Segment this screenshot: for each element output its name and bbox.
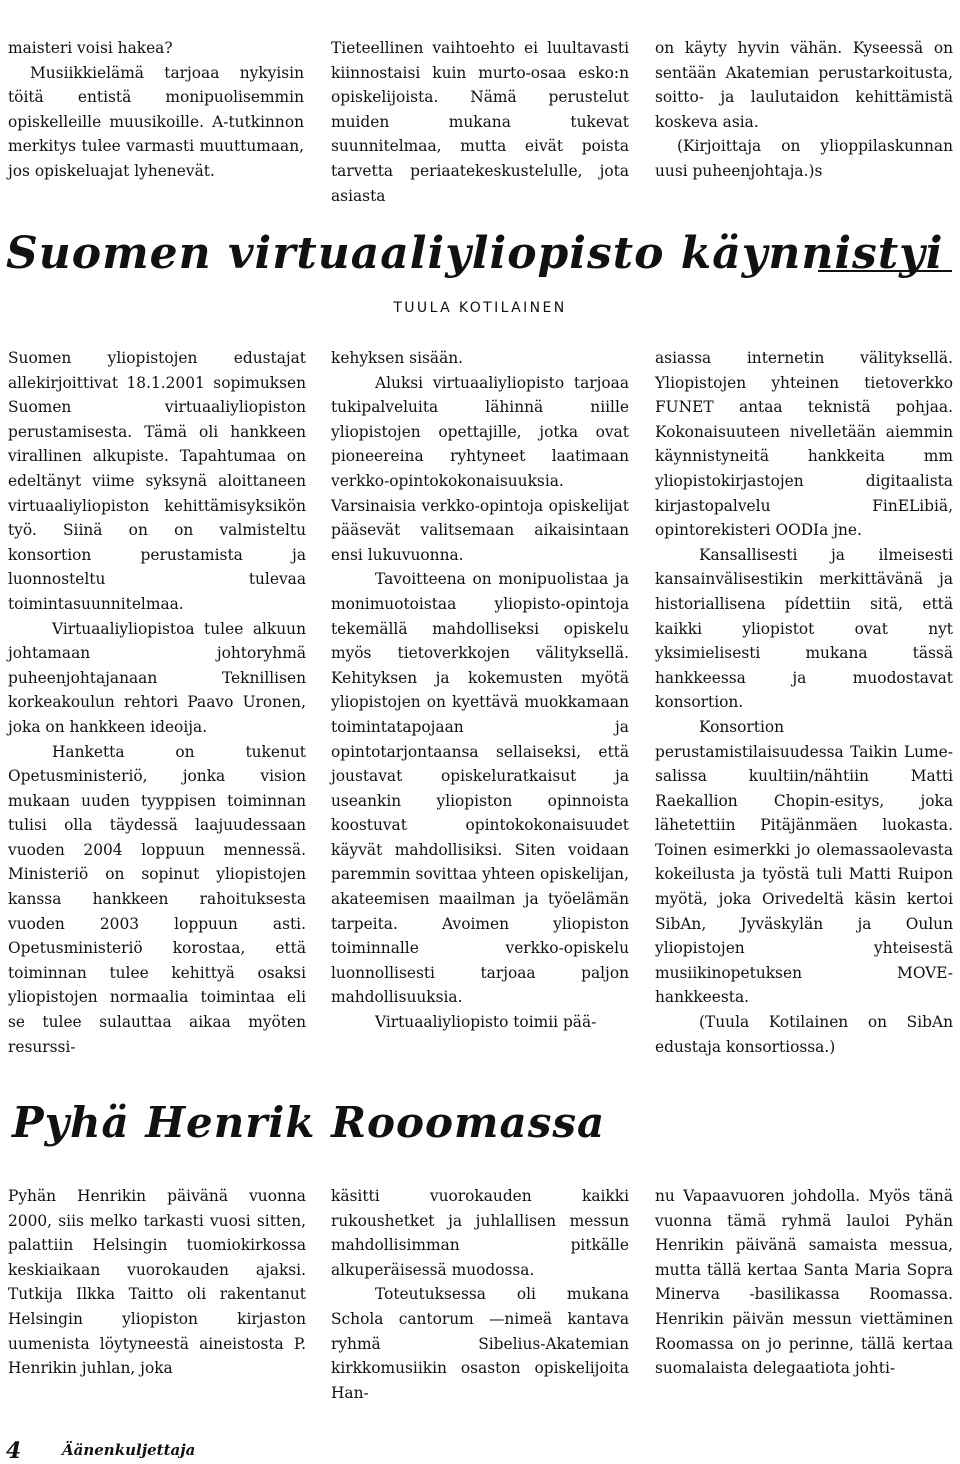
top-column-1: [8, 36, 304, 184]
article2-column-1: [8, 1184, 306, 1381]
paragraph: Kansallisesti ja ilmeisesti kansainvälisestikin merkittävänä ja historiallisena pídettiin sitä, että kaikki yliopistot ovat nyt yksimielisesti mukana tässä hankkeessa ja muodostavat konsortion.: [655, 545, 953, 712]
paragraph: (Tuula Kotilainen on SibAn edustaja konsortiossa.): [655, 1013, 953, 1056]
paragraph: Toteutuksessa oli mukana Schola cantorum —nimeä kantava ryhmä Sibelius-Akatemian kirkkomusiikin osaston opiskelijoita Han-: [331, 1285, 629, 1402]
page-number: 4: [6, 1438, 22, 1464]
paragraph: Tieteellinen vaihtoehto ei luultavasti kiinnostaisi kuin murto-osaa esko:n opiskelijoista. Nämä perustelut muiden mukana tukevat suunnitelmaa, mutta eivät poista tarvetta periaatekeskustelulle, jota asiasta: [331, 39, 629, 205]
paragraph: nu Vapaavuoren johdolla. Myös tänä vuonna tämä ryhmä lauloi Pyhän Henrikin päivänä samaista messua, mutta tällä kertaa Santa Maria Sopra Minerva -basilikassa Roomassa. Henrikin päivän messun viettäminen Roomassa on jo perinne, tällä kertaa suomalaista delegaatiota johti-: [655, 1187, 953, 1378]
magazine-name: Äänenkuljettaja: [62, 1441, 196, 1459]
top-column-3: [655, 36, 953, 184]
article-headline: Suomen virtuaaliyliopisto käynnistyi: [6, 228, 944, 279]
paragraph: Tavoitteena on monipuolistaa ja monimuotoistaa yliopisto-opintoja tekemällä mahdolliseksi opiskelu myös tietoverkkojen välityksellä. Kehityksen ja kokemusten myötä yliopistojen on kyettävä muokkamaan toimintatapojaan ja opintotarjontaansa sellaiseksi, että joustavat opiskeluratkaisut ja useankin yliopiston opinnoista koostuvat opintokokonaisuudet käyvät mahdollisiksi. Siten voidaan paremmin sovittaa yhteen opiskelijan, akateemisen maailman ja työelämän tarpeita. Avoimen yliopiston toiminnalle verkko-opiskelu luonnollisesti tarjoaa paljon mahdollisuuksia.: [331, 570, 629, 1007]
paragraph: Virtuaaliyliopisto toimii pää-: [375, 1013, 597, 1032]
paragraph: (Kirjoittaja on ylioppilaskunnan uusi puheenjohtaja.)s: [655, 137, 953, 180]
article-column-3: [655, 346, 953, 1059]
paragraph: kehyksen sisään.: [331, 349, 464, 367]
paragraph: Virtuaaliyliopistoa tulee alkuun johtamaan johtoryhmä puheenjohtajanaan Teknillisen korkeakoulun rehtori Paavo Uronen, joka on hankkeen ideoija.: [8, 619, 306, 736]
article2-column-3: [655, 1184, 953, 1381]
paragraph: maisteri voisi hakea?: [8, 39, 173, 57]
paragraph: Konsortion perustamistilaisuudessa Taikin Lume-salissa kuultiin/nähtiin Matti Raekallion Chopin-esitys, joka lähetettiin Pitäjänmäen luokasta. Toinen esimerkki jo olemassaolevasta kokeilusta ja työstä tuli Matti Ruipon myötä, joka Orivedeltä käsin kertoi SibAn, Jyväskylän ja Oulun yliopistojen yhteisestä musiikinopetuksen MOVE-hankkeesta.: [655, 717, 953, 1007]
paragraph: Pyhän Henrikin päivänä vuonna 2000, siis melko tarkasti vuosi sitten, palattiin Helsingin tuomiokirkossa keskiaikaan vuorokauden ajaksi. Tutkija Ilkka Taitto oli rakentanut Helsingin yliopiston kirjaston uumenista löytyneestä aineistosta P. Henrikin juhlan, joka: [8, 1187, 306, 1378]
paragraph: Suomen yliopistojen edustajat allekirjoittivat 18.1.2001 sopimuksen Suomen virtuaaliyliopiston perustamisesta. Tämä oli hankkeen virallinen alkupiste. Tapahtumaa on edeltänyt viime syksynä aloittaneen virtuaaliyliopiston kehittämisyksikön työ. Siinä on on valmisteltu konsortion perustamista ja luonnosteltu tulevaa toimintasuunnitelmaa.: [8, 349, 306, 613]
paragraph: Hanketta on tukenut Opetusministeriö, jonka vision mukaan uuden tyyppisen toiminnan tulisi olla täydessä laajuudessaan vuoden 2004 loppuun mennessä. Ministeriö on sopinut yliopistojen kanssa hankkeen rahoituksesta vuoden 2003 loppuun asti. Opetusministeriö korostaa, että toiminnan tulee kehittyä osaksi yliopistojen normaalia toimintaa eli se tulee sulauttaa aikaa myöten resurssi-: [8, 742, 306, 1056]
paragraph: käsitti vuorokauden kaikki rukoushetket ja juhlallisen messun mahdollisimman pitkälle alkuperäisessä muodossa.: [331, 1187, 629, 1279]
article-column-1: [8, 346, 306, 1059]
paragraph: asiassa internetin välityksellä. Yliopistojen yhteinen tietoverkko FUNET antaa teknistä pohjaa. Kokonaisuuteen nivelletään aiemmin käynnistyneitä hankkeita mm yliopistokirjastojen digitaalista kirjastopalvelu FinELibiä, opintorekisteri OODIa jne.: [655, 349, 953, 540]
headline-rule: [818, 270, 952, 272]
article2-column-2: [331, 1184, 629, 1405]
paragraph: Aluksi virtuaaliyliopisto tarjoaa tukipalveluita lähinnä niille yliopistojen opettajille, jotka ovat pioneereina ryhtyneet laatimaan verkko-opintokokonaisuuksia. Varsinaisia verkko-opintoja opiskelijat pääsevät valitsemaan aikaisintaan ensi lukuvuonna.: [331, 373, 629, 564]
byline: TUULA KOTILAINEN: [393, 300, 567, 316]
top-column-2: [331, 36, 629, 208]
article-headline-2: Pyhä Henrik Rooomassa: [12, 1098, 606, 1147]
article-column-2: [331, 346, 629, 1035]
paragraph: Musiikkielämä tarjoaa nykyisin töitä entistä monipuolisemmin opiskelleille muusikoille. A-tutkinnon merkitys tulee varmasti muuttumaan, jos opiskeluajat lyhenevät.: [8, 63, 304, 180]
paragraph: on käyty hyvin vähän. Kyseessä on sentään Akatemian perustarkoitusta, soitto- ja laulutaidon kehittämistä koskeva asia.: [655, 39, 953, 131]
